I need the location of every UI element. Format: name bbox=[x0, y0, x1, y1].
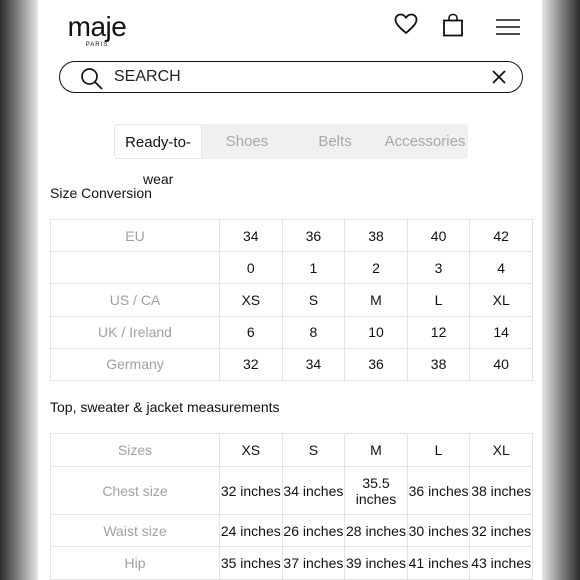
tab-accessories[interactable]: Accessories bbox=[384, 133, 466, 150]
table-cell: 35.5 inches bbox=[345, 467, 408, 515]
table-cell: 38 bbox=[345, 220, 408, 252]
brand-logo[interactable] bbox=[62, 13, 132, 48]
search-icon[interactable] bbox=[80, 67, 104, 96]
size-guide-page bbox=[38, 0, 542, 580]
table-cell: 26 inches bbox=[282, 515, 345, 547]
table-row bbox=[51, 220, 533, 252]
table-cell: L bbox=[407, 434, 470, 467]
menu-icon[interactable] bbox=[495, 18, 521, 36]
table-cell: 36 inches bbox=[407, 467, 470, 515]
table-cell: 10 bbox=[345, 316, 408, 348]
table-cell: XS bbox=[220, 284, 283, 316]
close-icon[interactable] bbox=[491, 69, 507, 90]
tab-ready-to-wear[interactable] bbox=[114, 124, 202, 159]
row-header: US / CA bbox=[51, 284, 220, 316]
table-cell: XS bbox=[220, 434, 283, 467]
table-cell: 14 bbox=[470, 316, 533, 348]
table-cell: 43 inches bbox=[470, 547, 533, 580]
table-cell: 6 bbox=[220, 316, 283, 348]
table-cell: 24 inches bbox=[220, 515, 283, 547]
table-cell: 34 bbox=[220, 220, 283, 252]
table-cell: 38 inches bbox=[470, 467, 533, 515]
table-cell: M bbox=[345, 434, 408, 467]
table-cell: 32 bbox=[220, 348, 283, 380]
category-tabs bbox=[114, 124, 468, 159]
table-cell: S bbox=[282, 284, 345, 316]
search-input[interactable] bbox=[114, 62, 474, 91]
search-bar[interactable] bbox=[59, 61, 523, 93]
table-cell: 32 inches bbox=[220, 467, 283, 515]
table-cell: 32 inches bbox=[470, 515, 533, 547]
table-cell: 37 inches bbox=[282, 547, 345, 580]
table-cell: XL bbox=[470, 284, 533, 316]
table-row bbox=[51, 284, 533, 316]
table-cell: 2 bbox=[345, 252, 408, 284]
row-header: Germany bbox=[51, 348, 220, 380]
table-cell: S bbox=[282, 434, 345, 467]
brand-subtitle: PARIS bbox=[85, 42, 109, 48]
table-cell: 41 inches bbox=[407, 547, 470, 580]
tab-shoes[interactable]: Shoes bbox=[225, 133, 269, 150]
row-header: Waist size bbox=[51, 515, 220, 547]
table-cell: 12 bbox=[407, 316, 470, 348]
row-header: Sizes bbox=[51, 434, 220, 467]
table-cell: L bbox=[407, 284, 470, 316]
table-cell: 39 inches bbox=[345, 547, 408, 580]
table-cell: 30 inches bbox=[407, 515, 470, 547]
measurements-title: Top, sweater & jacket measurements bbox=[50, 399, 280, 415]
row-header: UK / Ireland bbox=[51, 316, 220, 348]
table-cell: 36 bbox=[345, 348, 408, 380]
table-cell: 35 inches bbox=[220, 547, 283, 580]
table-row bbox=[51, 547, 533, 580]
row-header bbox=[51, 252, 220, 284]
row-header: EU bbox=[51, 220, 220, 252]
table-cell: 40 bbox=[407, 220, 470, 252]
size-conversion-title: Size Conversion bbox=[50, 185, 152, 201]
table-cell: 40 bbox=[470, 348, 533, 380]
table-cell: 4 bbox=[470, 252, 533, 284]
table-row bbox=[51, 316, 533, 348]
row-header: Chest size bbox=[51, 467, 220, 515]
row-header: Hip bbox=[51, 547, 220, 580]
heart-icon[interactable] bbox=[394, 13, 418, 35]
table-row bbox=[51, 434, 533, 467]
table-cell: 34 inches bbox=[282, 467, 345, 515]
table-row bbox=[51, 515, 533, 547]
size-conversion-table bbox=[50, 219, 533, 381]
tab-label-overflow: wear bbox=[143, 171, 174, 187]
tab-label: Ready-to- bbox=[125, 134, 191, 151]
tab-belts[interactable]: Belts bbox=[318, 133, 352, 150]
table-cell: 8 bbox=[282, 316, 345, 348]
table-cell: 28 inches bbox=[345, 515, 408, 547]
table-cell: M bbox=[345, 284, 408, 316]
table-cell: 3 bbox=[407, 252, 470, 284]
table-row bbox=[51, 348, 533, 380]
table-cell: XL bbox=[470, 434, 533, 467]
table-cell: 1 bbox=[282, 252, 345, 284]
table-row bbox=[51, 252, 533, 284]
table-cell: 42 bbox=[470, 220, 533, 252]
table-cell: 36 bbox=[282, 220, 345, 252]
brand-name: maje bbox=[67, 11, 127, 42]
table-row bbox=[51, 467, 533, 515]
measurements-table bbox=[50, 433, 533, 580]
shopping-bag-icon[interactable] bbox=[442, 13, 464, 37]
table-cell: 34 bbox=[282, 348, 345, 380]
table-cell: 0 bbox=[220, 252, 283, 284]
table-cell: 38 bbox=[407, 348, 470, 380]
